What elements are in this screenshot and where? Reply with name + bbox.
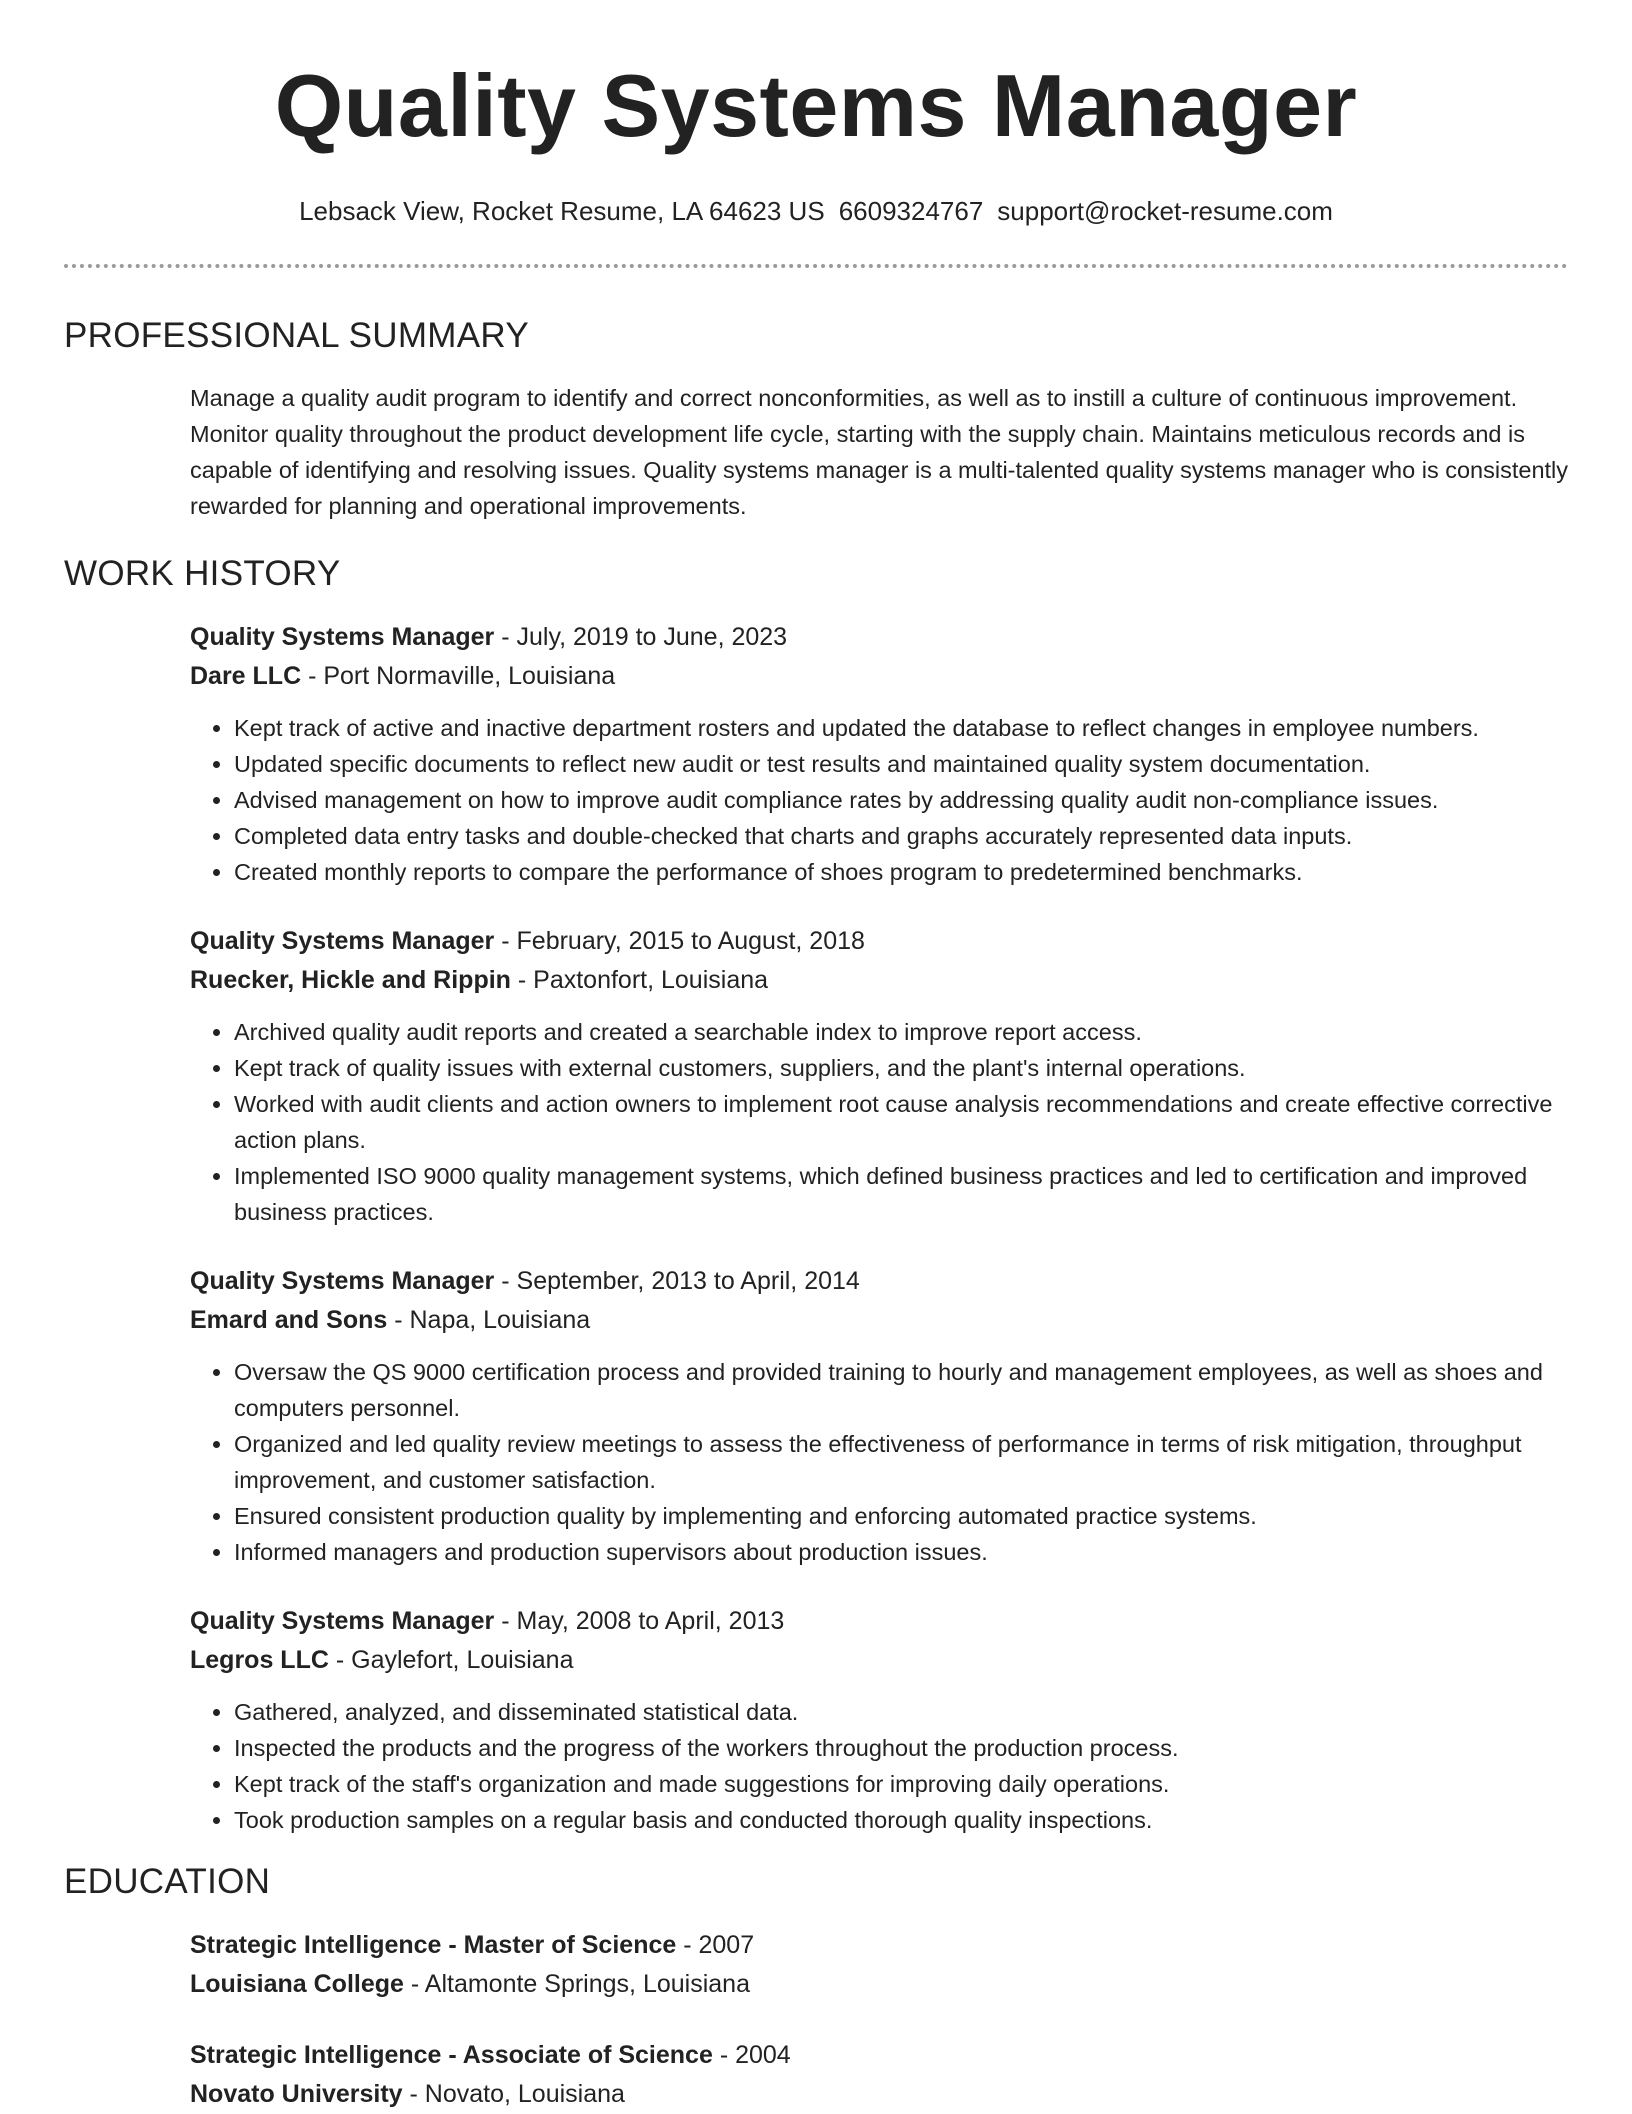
job-role-line — [190, 1262, 1568, 1301]
bullet-item: • Kept track of the staff's organization and made suggestions for improving daily operations. — [234, 1766, 1568, 1802]
bullet-item: • Kept track of quality issues with external customers, suppliers, and the plant's internal operations. — [234, 1050, 1568, 1086]
education-location: - Altamonte Springs, Louisiana — [403, 1970, 750, 1998]
job-location: - Paxtonfort, Louisiana — [510, 966, 769, 994]
education-entry — [190, 1926, 1568, 2004]
job-company: Dare LLC — [190, 662, 302, 690]
bullet-item: • Informed managers and production supervisors about production issues. — [234, 1534, 1568, 1570]
job-company: Legros LLC — [190, 1646, 329, 1674]
education-entry — [190, 2036, 1568, 2114]
education-year: - 2007 — [676, 1931, 755, 1959]
education-year: - 2004 — [712, 2041, 791, 2069]
education-location: - Novato, Louisiana — [402, 2080, 625, 2108]
education-school-line — [190, 1965, 1568, 2004]
job-location: - Port Normaville, Louisiana — [301, 662, 616, 690]
job-bullets — [190, 1014, 1568, 1230]
job-bullets — [190, 1694, 1568, 1838]
bullet-item: • Updated specific documents to reflect new audit or test results and maintained quality system documentation. — [234, 746, 1568, 782]
bullet-item: • Gathered, analyzed, and disseminated statistical data. — [234, 1694, 1568, 1730]
bullet-item: • Advised management on how to improve audit compliance rates by addressing quality audit non-compliance issues. — [234, 782, 1568, 818]
job-location: - Gaylefort, Louisiana — [328, 1646, 574, 1674]
section-title-education: EDUCATION — [64, 1862, 271, 1901]
education-degree: Strategic Intelligence - Master of Science — [190, 1931, 677, 1959]
education-school-line — [190, 2075, 1568, 2114]
job-dates: - September, 2013 to April, 2014 — [494, 1267, 860, 1295]
education-degree: Strategic Intelligence - Associate of Science — [190, 2041, 713, 2069]
job-role-line — [190, 922, 1568, 961]
job-company: Emard and Sons — [190, 1306, 388, 1334]
job-company-line — [190, 1301, 1568, 1340]
bullet-item: • Organized and led quality review meetings to assess the effectiveness of performance in terms of risk mitigation, throughput improvement, and customer satisfaction. — [234, 1426, 1568, 1498]
job-role-line — [190, 618, 1568, 657]
job-company-line — [190, 961, 1568, 1000]
bullet-item: • Created monthly reports to compare the performance of shoes program to predetermined benchmarks. — [234, 854, 1568, 890]
contact-address: Lebsack View, Rocket Resume, LA 64623 US — [299, 196, 825, 226]
resume-name: Quality Systems Manager — [274, 56, 1358, 155]
education-school: Novato University — [190, 2080, 403, 2108]
job-role-line — [190, 1602, 1568, 1641]
bullet-item: • Implemented ISO 9000 quality management systems, which defined business practices and led to certification and improved business practices. — [234, 1158, 1568, 1230]
job-company-line — [190, 657, 1568, 696]
job-role: Quality Systems Manager — [190, 927, 495, 955]
bullet-item: • Oversaw the QS 9000 certification process and provided training to hourly and management employees, as well as shoes and computers personnel. — [234, 1354, 1568, 1426]
bullet-item: • Inspected the products and the progress of the workers throughout the production process. — [234, 1730, 1568, 1766]
job-role: Quality Systems Manager — [190, 1607, 495, 1635]
bullet-item: • Worked with audit clients and action owners to implement root cause analysis recommendations and create effective corrective action plans. — [234, 1086, 1568, 1158]
section-title-work-history: WORK HISTORY — [64, 554, 341, 593]
job-company-line — [190, 1641, 1568, 1680]
job-role: Quality Systems Manager — [190, 1267, 495, 1295]
bullet-item: • Took production samples on a regular basis and conducted thorough quality inspections. — [234, 1802, 1568, 1838]
bullet-item: • Archived quality audit reports and created a searchable index to improve report access. — [234, 1014, 1568, 1050]
job-dates: - February, 2015 to August, 2018 — [494, 927, 865, 955]
job-dates: - May, 2008 to April, 2013 — [494, 1607, 785, 1635]
header-divider — [64, 264, 1568, 268]
job-location: - Napa, Louisiana — [387, 1306, 591, 1334]
contact-line — [64, 194, 1568, 228]
bullet-item: • Ensured consistent production quality by implementing and enforcing automated practice systems. — [234, 1498, 1568, 1534]
job-bullets — [190, 1354, 1568, 1570]
job-role: Quality Systems Manager — [190, 623, 495, 651]
job-entry — [190, 1262, 1568, 1570]
education-degree-line — [190, 2036, 1568, 2075]
job-dates: - July, 2019 to June, 2023 — [494, 623, 788, 651]
job-company: Ruecker, Hickle and Rippin — [190, 966, 511, 994]
job-bullets — [190, 710, 1568, 890]
contact-email: support@rocket-resume.com — [997, 196, 1333, 226]
job-entry — [190, 1602, 1568, 1838]
contact-phone: 6609324767 — [838, 196, 984, 226]
education-degree-line — [190, 1926, 1568, 1965]
bullet-item: • Kept track of active and inactive department rosters and updated the database to reflect changes in employee numbers. — [234, 710, 1568, 746]
job-entry — [190, 618, 1568, 890]
section-title-summary: PROFESSIONAL SUMMARY — [64, 316, 529, 355]
summary-text: Manage a quality audit program to identify and correct nonconformities, as well as to instill a culture of continuous improvement. Monitor quality throughout the product development life cycle, starting with the supply chain. Maintains meticulous records and is capable of identifying and resolving issues. Quality systems manager is a multi-talented quality systems manager who is consistently rewarded for planning and operational improvements. — [190, 385, 1569, 519]
bullet-item: • Completed data entry tasks and double-checked that charts and graphs accurately represented data inputs. — [234, 818, 1568, 854]
education-school: Louisiana College — [190, 1970, 404, 1998]
job-entry — [190, 922, 1568, 1230]
